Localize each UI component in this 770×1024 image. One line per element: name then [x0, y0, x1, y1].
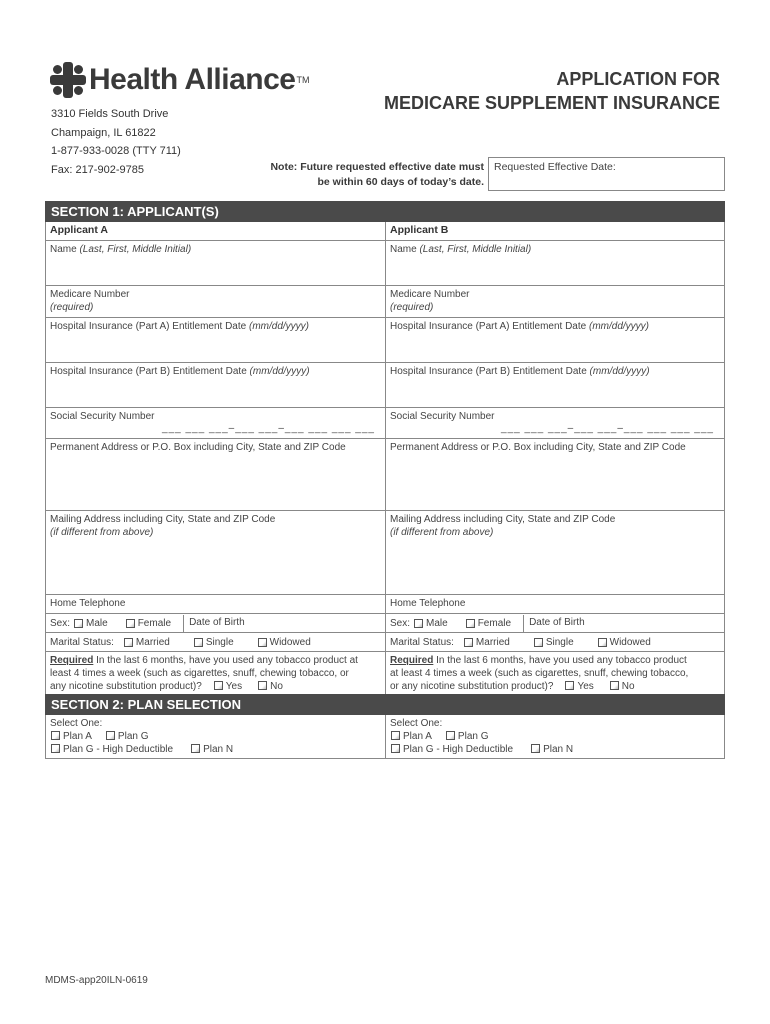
- male-label: Male: [426, 617, 448, 629]
- plan-n-label: Plan N: [543, 744, 574, 755]
- single-checkbox[interactable]: [194, 638, 203, 647]
- date-hint: (mm/dd/yyyy): [249, 366, 310, 377]
- tobacco-line1: In the last 6 months, have you used any tobacco product: [433, 655, 687, 666]
- male-checkbox[interactable]: [74, 619, 83, 628]
- mailing-address-hint: (if different from above): [390, 527, 494, 538]
- home-phone-label: Home Telephone: [50, 598, 126, 609]
- applicant-a-part-a-date-field[interactable]: [46, 318, 385, 362]
- male-label: Male: [86, 617, 108, 629]
- section-applicants: [45, 201, 725, 697]
- plan-n-checkbox[interactable]: [531, 744, 540, 753]
- plan-g-high-deductible-label: Plan G - High Deductible: [403, 744, 514, 755]
- address-line-fax: Fax: 217-902-9785: [51, 163, 144, 176]
- sex-label: Sex:: [50, 617, 71, 629]
- yes-label: Yes: [225, 681, 243, 692]
- part-a-label: Hospital Insurance (Part A) Entitlement Date: [50, 321, 247, 332]
- applicant-b-name-field[interactable]: [385, 241, 724, 285]
- plan-g-checkbox[interactable]: [446, 731, 455, 740]
- widowed-checkbox[interactable]: [598, 638, 607, 647]
- tobacco-no-checkbox[interactable]: [258, 681, 267, 690]
- plan-g-label: Plan G: [117, 731, 149, 742]
- applicant-b-sex-dob-row: [385, 614, 724, 632]
- applicant-b-medicare-field[interactable]: [385, 286, 724, 317]
- single-label: Single: [545, 636, 574, 648]
- plan-a-checkbox[interactable]: [391, 731, 400, 740]
- applicant-b-part-b-date-field[interactable]: [385, 363, 724, 407]
- part-b-label: Hospital Insurance (Part B) Entitlement Date: [50, 366, 247, 377]
- health-alliance-logo-icon: [50, 62, 86, 98]
- applicant-b-permanent-address-field[interactable]: [385, 439, 724, 510]
- health-alliance-logo: [50, 62, 309, 98]
- logo-text: Health Alliance: [89, 63, 296, 96]
- section-plan-selection: [45, 694, 725, 759]
- date-hint: (mm/dd/yyyy): [588, 321, 649, 332]
- tobacco-line3: or any nicotine substitution product)?: [390, 681, 554, 692]
- logo-trademark: TM: [296, 75, 310, 85]
- part-a-label: Hospital Insurance (Part A) Entitlement Date: [390, 321, 587, 332]
- applicant-b-mailing-address-field[interactable]: [385, 511, 724, 594]
- company-address: [51, 105, 181, 179]
- applicant-a-medicare-field[interactable]: [46, 286, 385, 317]
- married-label: Married: [135, 636, 170, 648]
- medicare-hint: (required): [50, 302, 94, 313]
- name-hint: (Last, First, Middle Initial): [419, 244, 532, 255]
- marital-label: Marital Status:: [390, 636, 454, 648]
- applicant-b-header: Applicant B: [385, 222, 724, 240]
- female-label: Female: [137, 617, 172, 629]
- address-line-phone: 1-877-933-0028 (TTY 711): [51, 145, 181, 157]
- tobacco-no-checkbox[interactable]: [610, 681, 619, 690]
- female-checkbox[interactable]: [466, 619, 475, 628]
- select-one-label: Select One:: [50, 718, 103, 729]
- permanent-address-label: Permanent Address or P.O. Box including City, State and ZIP Code: [50, 442, 346, 453]
- applicant-a-home-phone-field[interactable]: [46, 595, 385, 613]
- applicant-a-plan-selection: [46, 715, 385, 758]
- mailing-address-label: Mailing Address including City, State and ZIP Code: [50, 514, 276, 525]
- form-title-line2: MEDICARE SUPPLEMENT INSURANCE: [383, 93, 720, 113]
- plan-g-high-deductible-label: Plan G - High Deductible: [63, 744, 174, 755]
- no-label: No: [270, 681, 283, 692]
- applicant-a-mailing-address-field[interactable]: [46, 511, 385, 594]
- tobacco-line2: at least 4 times a week (such as cigarettes, snuff, chewing tobacco,: [390, 668, 689, 679]
- ssn-label: Social Security Number: [50, 411, 155, 422]
- applicant-b-part-a-date-field[interactable]: [385, 318, 724, 362]
- form-title-line1: APPLICATION FOR: [556, 69, 720, 89]
- medicare-label: Medicare Number: [390, 289, 470, 300]
- sex-label: Sex:: [390, 617, 411, 629]
- mailing-address-hint: (if different from above): [50, 527, 154, 538]
- ssn-label: Social Security Number: [390, 411, 495, 422]
- yes-label: Yes: [577, 681, 594, 692]
- mailing-address-label: Mailing Address including City, State and ZIP Code: [390, 514, 616, 525]
- married-checkbox[interactable]: [464, 638, 473, 647]
- applicant-a-marital-row: [46, 633, 385, 651]
- note-line2: be within 60 days of today’s date.: [317, 176, 484, 188]
- plan-n-label: Plan N: [203, 744, 234, 755]
- address-line-street: 3310 Fields South Drive: [51, 108, 169, 120]
- marital-label: Marital Status:: [50, 636, 114, 648]
- form-title: [384, 67, 720, 115]
- section1-header: SECTION 1: APPLICANT(S): [45, 201, 725, 222]
- applicant-b-plan-selection: [385, 715, 724, 758]
- medicare-hint: (required): [390, 302, 434, 313]
- dob-field[interactable]: [183, 615, 245, 632]
- name-hint: (Last, First, Middle Initial): [79, 244, 192, 255]
- plan-a-checkbox[interactable]: [51, 731, 60, 740]
- dob-label: Date of Birth: [529, 616, 585, 628]
- married-label: Married: [475, 636, 510, 648]
- applicant-a-name-field[interactable]: [46, 241, 385, 285]
- applicant-a-header: Applicant A: [50, 224, 108, 236]
- part-b-label: Hospital Insurance (Part B) Entitlement Date: [390, 366, 587, 377]
- ssn-blanks: ___ ___ ___–___ ___–___ ___ ___ ___: [501, 423, 714, 434]
- note-line1: Note: Future requested effective date must: [270, 161, 484, 173]
- medicare-label: Medicare Number: [50, 289, 130, 300]
- applicant-a-permanent-address-field[interactable]: [46, 439, 385, 510]
- applicant-b-home-phone-field[interactable]: [385, 595, 724, 613]
- home-phone-label: Home Telephone: [390, 598, 466, 609]
- single-checkbox[interactable]: [534, 638, 543, 647]
- required-label: Required: [50, 655, 94, 666]
- applicant-b-marital-row: [385, 633, 724, 651]
- married-checkbox[interactable]: [124, 638, 133, 647]
- widowed-label: Widowed: [609, 636, 651, 648]
- widowed-label: Widowed: [269, 636, 311, 648]
- dob-field[interactable]: [523, 615, 585, 632]
- date-hint: (mm/dd/yyyy): [248, 321, 309, 332]
- name-label: Name: [50, 244, 77, 255]
- male-checkbox[interactable]: [414, 619, 423, 628]
- female-label: Female: [477, 617, 512, 629]
- single-label: Single: [205, 636, 234, 648]
- address-line-city: Champaign, IL 61822: [51, 126, 156, 139]
- ssn-blanks: ___ ___ ___–___ ___–___ ___ ___ ___: [162, 423, 375, 434]
- section2-header: SECTION 2: PLAN SELECTION: [45, 694, 725, 715]
- plan-a-label: Plan A: [63, 731, 92, 742]
- plan-g-high-deductible-checkbox[interactable]: [391, 744, 400, 753]
- plan-g-label: Plan G: [457, 731, 489, 742]
- tobacco-yes-checkbox[interactable]: [565, 681, 574, 690]
- name-label: Name: [390, 244, 417, 255]
- plan-g-high-deductible-checkbox[interactable]: [51, 744, 60, 753]
- tobacco-line2: least 4 times a week (such as cigarettes, snuff, chewing tobacco, or: [50, 668, 349, 679]
- plan-n-checkbox[interactable]: [191, 744, 200, 753]
- applicant-a-tobacco-question: [46, 652, 385, 696]
- plan-a-label: Plan A: [403, 731, 432, 742]
- applicant-a-ssn-field[interactable]: [46, 408, 385, 438]
- tobacco-yes-checkbox[interactable]: [214, 681, 223, 690]
- requested-effective-date-field[interactable]: [488, 157, 725, 191]
- dob-label: Date of Birth: [189, 616, 245, 628]
- applicant-a-part-b-date-field[interactable]: [46, 363, 385, 407]
- applicant-b-tobacco-question: [385, 652, 724, 696]
- date-hint: (mm/dd/yyyy): [589, 366, 650, 377]
- widowed-checkbox[interactable]: [258, 638, 267, 647]
- applicant-a-sex-dob-row: [46, 614, 385, 632]
- tobacco-line1: In the last 6 months, have you used any tobacco product at: [93, 655, 358, 666]
- effective-date-label: Requested Effective Date:: [494, 161, 616, 173]
- form-code: MDMS-app20ILN-0619: [45, 975, 148, 986]
- effective-date-note: [230, 160, 484, 190]
- tobacco-line3: any nicotine substitution product)?: [50, 681, 202, 692]
- required-label: Required: [390, 655, 434, 666]
- plan-g-checkbox[interactable]: [106, 731, 115, 740]
- no-label: No: [621, 681, 635, 692]
- applicant-b-ssn-field[interactable]: [385, 408, 724, 438]
- permanent-address-label: Permanent Address or P.O. Box including City, State and ZIP Code: [390, 442, 686, 453]
- female-checkbox[interactable]: [126, 619, 135, 628]
- select-one-label: Select One:: [390, 718, 443, 729]
